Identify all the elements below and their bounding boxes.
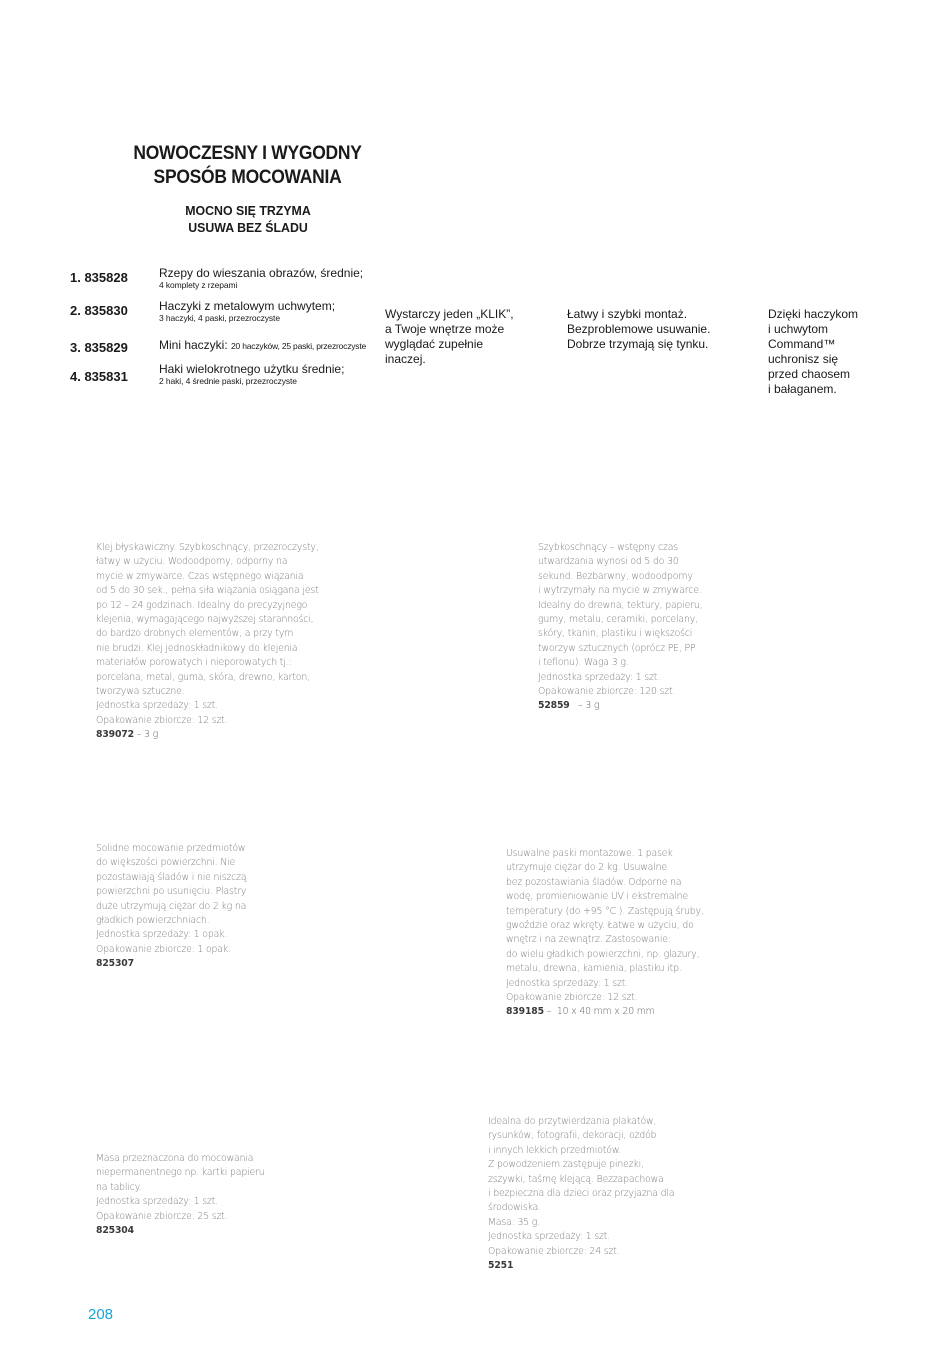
product-sku: 825304 xyxy=(96,1225,134,1237)
description-line: na tablicy. xyxy=(96,1181,142,1193)
product-name xyxy=(159,362,344,387)
description-line: Solidne mocowanie przedmiotów xyxy=(96,843,246,854)
product-sku-line xyxy=(538,699,702,713)
description-line: Jednostka sprzedaży: 1 szt. xyxy=(96,1196,219,1208)
product-sku-line xyxy=(488,1259,674,1273)
product-sku-suffix: – 3 g xyxy=(569,700,600,712)
description-line: i wytrzymały na mycie w zmywarce. xyxy=(538,585,702,597)
description-line: Jednostka sprzedaży: 1 szt. xyxy=(506,977,629,989)
feature-line: wyglądać zupełnie xyxy=(385,337,484,351)
description-line: Opakowanie zbiorcze: 120 szt. xyxy=(538,686,676,698)
product-sku: 839185 xyxy=(506,1006,544,1018)
description-line: rysunków, fotografii, dekoracji, ozdób xyxy=(488,1130,657,1142)
description-line: metalu, drewna, kamienia, plastiku itp. xyxy=(506,963,682,975)
description-line: Jednostka sprzedaży: 1 szt. xyxy=(96,700,219,712)
product-code: 2. 835830 xyxy=(70,303,128,318)
product-name xyxy=(159,338,366,353)
product-sku-line xyxy=(96,728,319,742)
description-line: zszywki, taśmę klejącą. Bezzapachowa xyxy=(488,1173,664,1185)
feature-line: a Twoje wnętrze może xyxy=(385,322,505,336)
description-line: gwoździe oraz wkręty. Łatwe w użyciu, do xyxy=(506,920,694,932)
description-line: temperatury (do +95 °C ). Zastępują śruby, xyxy=(506,905,704,917)
description-line: tworzyw sztucznych (oprócz PE, PP xyxy=(538,642,696,654)
description-line: gumy, metalu, ceramiki, porcelany, xyxy=(538,614,698,626)
description-line: Idealny do drewna, tektury, papieru, xyxy=(538,599,703,611)
feature-blurb-2 xyxy=(567,307,742,352)
description-line: wnętrz i na zewnątrz. Zastosowanie: xyxy=(506,934,671,946)
product-sku-line xyxy=(96,957,246,971)
product-description-2 xyxy=(538,541,702,714)
feature-line: i uchwytom xyxy=(768,322,829,336)
page-number: 208 xyxy=(88,1306,114,1323)
description-line: Opakowanie zbiorcze: 12 szt. xyxy=(506,992,638,1004)
description-line: do bardzo drobnych elementów, a przy tym xyxy=(96,628,294,640)
description-line: Klej błyskawiczny. Szybkoschnący, przezroczysty, xyxy=(96,542,319,553)
description-line: Szybkoschnący – wstępny czas xyxy=(538,542,678,553)
description-line: i teflonu). Waga 3 g. xyxy=(538,657,629,669)
description-line: wodę, promieniowanie UV i ekstremalne xyxy=(506,891,688,903)
description-line: środowiska. xyxy=(488,1202,541,1214)
product-detail: 4 komplety z rzepami xyxy=(159,280,238,290)
product-name-text: Haki wielokrotnego użytku średnie; xyxy=(159,362,345,376)
description-line: do większości powierzchni. Nie xyxy=(96,857,236,869)
description-line: Opakowanie zbiorcze: 12 szt. xyxy=(96,714,228,726)
description-line: Usuwalne paski montażowe. 1 pasek xyxy=(506,848,673,859)
feature-line: uchronisz się xyxy=(768,352,839,366)
feature-line: Dzięki haczykom xyxy=(768,307,859,321)
product-name-text: Haczyki z metalowym uchwytem; xyxy=(159,299,336,313)
feature-blurb-3 xyxy=(768,307,888,397)
product-sku-line xyxy=(506,1005,704,1019)
description-line: materiałów porowatych i nieporowatych tj.: xyxy=(96,657,292,669)
description-line: Opakowanie zbiorcze: 24 szt. xyxy=(488,1245,620,1257)
product-description-6 xyxy=(488,1115,674,1273)
product-code: 3. 835829 xyxy=(70,340,128,355)
product-sku-suffix: – 3 g xyxy=(133,729,159,741)
description-line: porcelana, metal, guma, skóra, drewno, karton, xyxy=(96,671,310,683)
description-line: utwardzania wynosi od 5 do 30 xyxy=(538,556,679,568)
feature-line: Łatwy i szybki montaż. xyxy=(567,307,688,321)
description-line: mycie w zmywarce. Czas wstępnego wiązania xyxy=(96,570,304,582)
product-description-4 xyxy=(506,847,704,1020)
description-line: do wielu gładkich powierzchni, np. glazury, xyxy=(506,948,700,960)
description-line: tworzywa sztuczne. xyxy=(96,686,185,698)
product-name xyxy=(159,266,363,291)
description-line: Opakowanie zbiorcze: 1 opak. xyxy=(96,943,231,955)
description-line: nie brudzi. Klej jednoskładnikowy do klejenia xyxy=(96,642,298,654)
description-line: gładkich powierzchniach. xyxy=(96,915,210,927)
page-title-line-2: SPOSÓB MOCOWANIA xyxy=(153,167,342,188)
description-line: Jednostka sprzedaży: 1 opak. xyxy=(96,929,228,941)
feature-line: przed chaosem xyxy=(768,367,851,381)
product-code: 4. 835831 xyxy=(70,369,128,384)
product-name-text: Mini haczyki: xyxy=(159,338,228,352)
page-title xyxy=(130,142,365,190)
product-sku-suffix: – 10 x 40 mm x 20 mm xyxy=(543,1006,655,1018)
description-line: niepermanentnego np. kartki papieru xyxy=(96,1167,265,1179)
description-line: klejenia, wymagającego najwyższej staranności, xyxy=(96,614,314,626)
product-sku: 825307 xyxy=(96,958,134,970)
description-line: od 5 do 30 sek., pełna siła wiązania osiągana jest xyxy=(96,585,319,597)
description-line: powierzchni po usunięciu. Plastry xyxy=(96,886,247,898)
description-line: Jednostka sprzedaży: 1 szt. xyxy=(538,671,661,683)
description-line: Opakowanie zbiorcze: 25 szt. xyxy=(96,1210,228,1222)
product-description-5 xyxy=(96,1152,265,1238)
page-subtitle-line-2: USUWA BEZ ŚLADU xyxy=(188,220,308,235)
page-subtitle xyxy=(145,202,350,236)
description-line: i innych lekkich przedmiotów. xyxy=(488,1144,622,1156)
description-line: duże utrzymują ciężar do 2 kg na xyxy=(96,900,247,912)
feature-line: i bałaganem. xyxy=(768,382,837,396)
page-subtitle-line-1: MOCNO SIĘ TRZYMA xyxy=(185,203,311,218)
feature-line: Dobrze trzymają się tynku. xyxy=(567,337,709,351)
description-line: Masa: 35 g. xyxy=(488,1216,541,1228)
feature-line: Command™ xyxy=(768,337,836,351)
product-detail: 2 haki, 4 średnie paski, przezroczyste xyxy=(159,376,297,386)
description-line: łatwy w użyciu. Wodoodporny, odporny na xyxy=(96,556,288,568)
description-line: Jednostka sprzedaży: 1 szt. xyxy=(488,1231,611,1243)
page-title-line-1: NOWOCZESNY I WYGODNY xyxy=(133,143,362,164)
description-line: po 12 – 24 godzinach. Idealny do precyzyjnego xyxy=(96,599,308,611)
product-description-1 xyxy=(96,541,319,743)
description-line: Z powodzeniem zastępuje pinezki, xyxy=(488,1159,644,1171)
product-item-4 xyxy=(70,362,380,392)
product-name-text: Rzepy do wieszania obrazów, średnie; xyxy=(159,266,364,280)
product-name xyxy=(159,299,335,324)
feature-line: Wystarczy jeden „KLIK”, xyxy=(385,307,514,321)
product-sku: 5251 xyxy=(488,1260,514,1272)
product-sku: 839072 xyxy=(96,729,134,741)
feature-blurb-1 xyxy=(385,307,545,367)
description-line: pozostawiają śladów i nie niszczą xyxy=(96,871,247,883)
product-detail: 3 haczyki, 4 paski, przezroczyste xyxy=(159,313,280,323)
description-line: skóry, tkanin, plastiku i większości xyxy=(538,628,693,640)
product-code: 1. 835828 xyxy=(70,270,128,285)
feature-line: Bezproblemowe usuwanie. xyxy=(567,322,711,336)
description-line: utrzymuje ciężar do 2 kg. Usuwalne xyxy=(506,862,667,874)
description-line: Idealna do przytwierdzania plakatów, xyxy=(488,1116,657,1127)
product-sku-line xyxy=(96,1224,265,1238)
description-line: i bezpieczna dla dzieci oraz przyjazna dla xyxy=(488,1188,675,1200)
description-line: sekund. Bezbarwny, wodoodporny xyxy=(538,570,693,582)
product-item-1 xyxy=(70,266,380,296)
feature-line: inaczej. xyxy=(385,352,426,366)
description-line: Masa przeznaczona do mocowania xyxy=(96,1153,254,1164)
product-detail: 20 haczyków, 25 paski, przezroczyste xyxy=(231,341,367,351)
description-line: bez pozostawiania śladów. Odporne na xyxy=(506,876,682,888)
product-description-3 xyxy=(96,842,246,972)
product-item-2 xyxy=(70,299,380,329)
product-sku: 52859 xyxy=(538,700,570,712)
